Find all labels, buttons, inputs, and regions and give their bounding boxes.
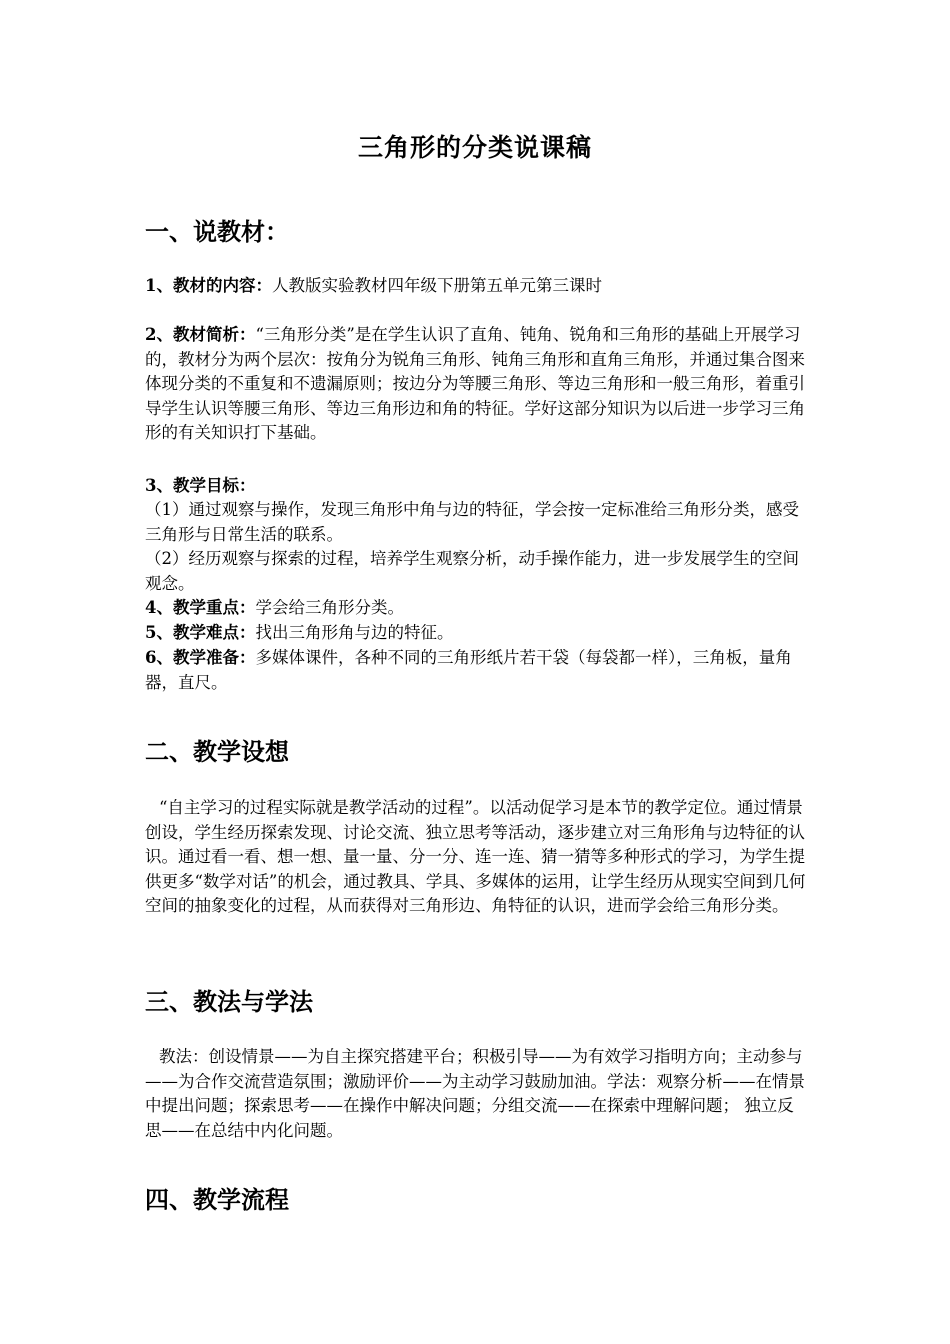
goal-1: （1）通过观察与操作，发现三角形中角与边的特征，学会按一定标准给三角形分类，感受三角形与日常生活的联系。 xyxy=(145,500,799,544)
design-paragraph xyxy=(145,796,810,919)
item-keypoint-label: 4、教学重点： xyxy=(145,598,256,617)
section-heading-textbook: 一、说教材： xyxy=(145,217,289,246)
section-heading-process: 四、教学流程 xyxy=(145,1185,289,1214)
item-difficulty-text: 找出三角形角与边的特征。 xyxy=(255,623,454,642)
item-difficulty-label: 5、教学难点： xyxy=(145,623,256,642)
item-analysis-label: 2、教材简析： xyxy=(145,325,256,344)
item-content-label: 1、教材的内容： xyxy=(145,276,272,295)
item-keypoint xyxy=(145,596,810,621)
item-keypoint-text: 学会给三角形分类。 xyxy=(255,598,404,617)
methods-paragraph xyxy=(145,1045,810,1143)
item-difficulty xyxy=(145,621,810,646)
item-preparation-label: 6、教学准备： xyxy=(145,648,256,667)
section-heading-methods: 三、教法与学法 xyxy=(145,987,313,1016)
page-title: 三角形的分类说课稿 xyxy=(357,133,592,162)
section-heading-design: 二、教学设想 xyxy=(145,737,289,766)
item-preparation xyxy=(145,646,810,695)
item-goals-label xyxy=(145,474,810,499)
item-preparation-text: 多媒体课件，各种不同的三角形纸片若干袋（每袋都一样），三角板，量角器，直尺。 xyxy=(145,648,792,692)
item-content-text: 人教版实验教材四年级下册第五单元第三课时 xyxy=(271,276,602,295)
item-content xyxy=(145,274,810,299)
item-analysis-text: “三角形分类”是在学生认识了直角、钝角、锐角和三角形的基础上开展学习的，教材分为两个层次：按角分为锐角三角形、钝角三角形和直角三角形，并通过集合图来体现分类的不重复和不遗漏原则；按边分为等腰三角形、等边三角形和一般三角形，着重引导学生认识等腰三角形、等边三角形边和角的特征。学好这部分知识为以后进一步学习三角形的有关知识打下基础。 xyxy=(145,325,805,442)
design-text: “自主学习的过程实际就是教学活动的过程”。以活动促学习是本节的教学定位。通过情景创设，学生经历探索发现、讨论交流、独立思考等活动，逐步建立对三角形角与边特征的认识。通过看一看、想一想、量一量、分一分、连一连、猜一猜等多种形式的学习，为学生提供更多“数学对话”的机会，通过教具、学具、多媒体的运用，让学生经历从现实空间到几何空间的抽象变化的过程，从而获得对三角形边、角特征的认识，进而学会给三角形分类。 xyxy=(145,798,806,915)
methods-text: 教法：创设情景——为自主探究搭建平台；积极引导——为有效学习指明方向；主动参与——为合作交流营造氛围；激励评价——为主动学习鼓励加油。学法：观察分析——在情景中提出问题；探索思考——在操作中解决问题；分组交流——在探索中理解问题； 独立反思——在总结中内化问题。 xyxy=(145,1047,805,1140)
goal-2: （2）经历观察与探索的过程，培养学生观察分析，动手操作能力，进一步发展学生的空间观念。 xyxy=(145,549,799,593)
item-goals-label-text: 3、教学目标： xyxy=(145,476,256,495)
item-analysis xyxy=(145,323,810,446)
